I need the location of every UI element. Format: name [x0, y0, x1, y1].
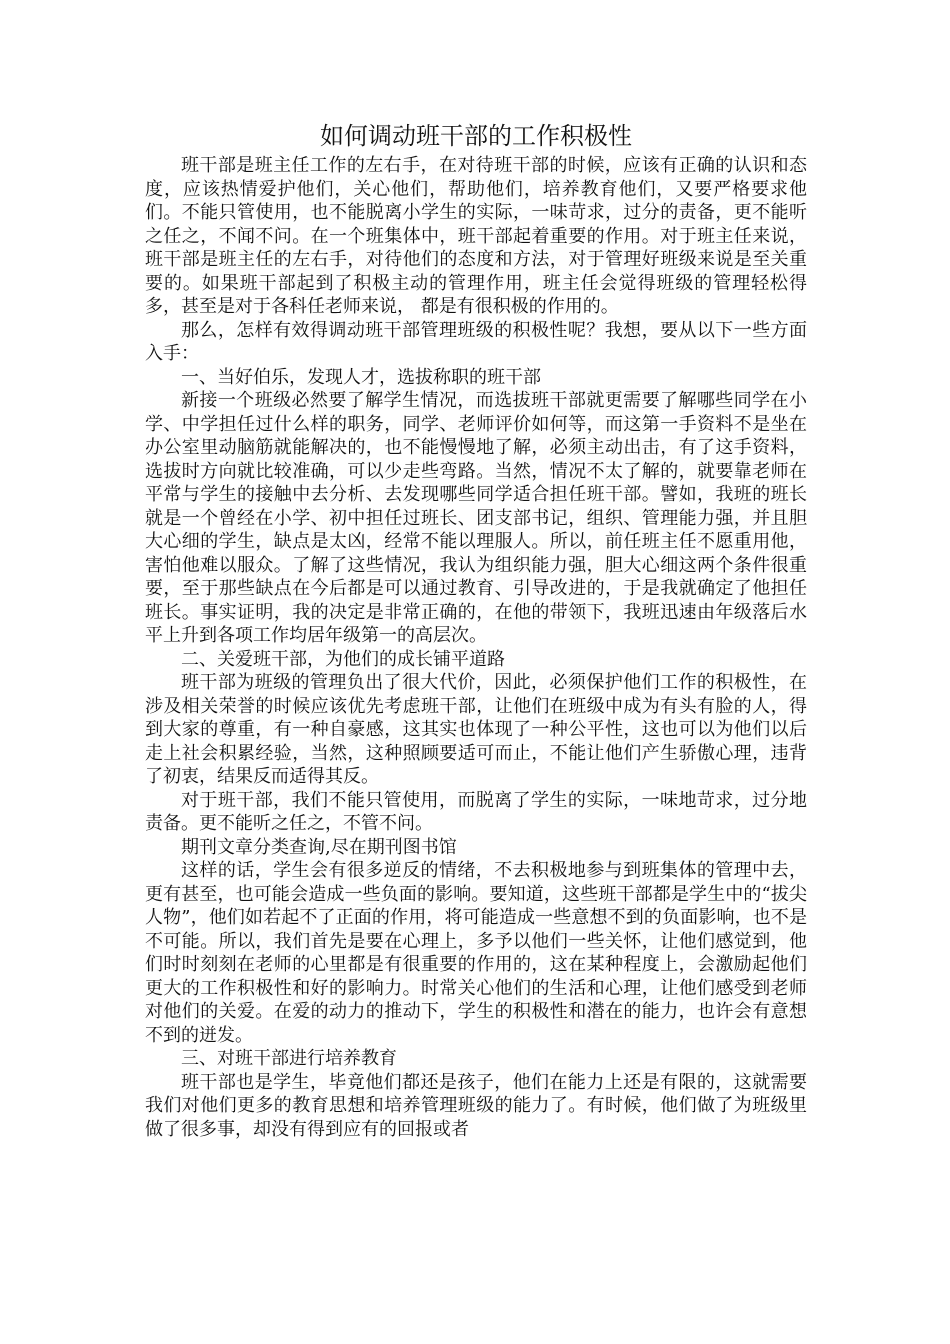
- paragraph-section-2c: 这样的话，学生会有很多逆反的情绪，不去积极地参与到班集体的管理中去，更有甚至，也可能会造成一些负面的影响。要知道，这些班干部都是学生中的“拔尖人物”，他们如若起不了正面的作用，将可能造成一些意想不到的负面影响，也不是不可能。所以，我们首先是要在心理上，多予以他们一些关怀，让他们感觉到，他们时时刻刻在老师的心里都是有很重要的作用的，这在某种程度上，会激励起他们更大的工作积极性和好的影响力。时常关心他们的生活和心理，让他们感受到老师对他们的关爱。在爱的动力的推动下，学生的积极性和潜在的能力，也许会有意想不到的迸发。: [145, 860, 807, 1046]
- paragraph-question: 那么，怎样有效得调动班干部管理班级的积极性呢？我想，要从以下一些方面入手：: [145, 319, 807, 364]
- journal-notice: 期刊文章分类查询,尽在期刊图书馆: [181, 836, 457, 858]
- paragraph-intro: 班干部是班主任工作的左右手，在对待班干部的时候，应该有正确的认识和态度，应该热情爱护他们，关心他们，帮助他们，培养教育他们，又要严格要求他们。不能只管使用，也不能脱离小学生的实际，一味苛求，过分的责备，更不能听之任之，不闻不问。在一个班集体中，班干部起着重要的作用。对于班主任来说，班干部是班主任的左右手，对待他们的态度和方法，对于管理好班级来说是至关重要的。如果班干部起到了积极主动的管理作用，班主任会觉得班级的管理轻松得多，甚至是对于各科任老师来说， 都是有很积极的作用的。: [145, 155, 807, 317]
- document-page: [145, 118, 807, 1141]
- section-heading-2: 二、关爱班干部，为他们的成长铺平道路: [181, 648, 505, 670]
- paragraph-section-2b: 对于班干部，我们不能只管使用，而脱离了学生的实际，一味地苛求，过分地责备。更不能听之任之，不管不问。: [145, 789, 807, 834]
- paragraph-section-2a: 班干部为班级的管理负出了很大代价，因此，必须保护他们工作的积极性，在涉及相关荣誉的时候应该优先考虑班干部，让他们在班级中成为有头有脸的人，得到大家的尊重，有一种自豪感，这其实也体现了一种公平性，这也可以为他们以后走上社会积累经验，当然，这种照顾要适可而止，不能让他们产生骄傲心理，违背了初衷，结果反而适得其反。: [145, 672, 807, 787]
- section-heading-1: 一、当好伯乐，发现人才，选拔称职的班干部: [181, 366, 541, 388]
- paragraph-section-3: 班干部也是学生，毕竟他们都还是孩子，他们在能力上还是有限的，这就需要我们对他们更多的教育思想和培养管理班级的能力了。有时候，他们做了为班级里做了很多事，却没有得到应有的回报或者: [145, 1071, 807, 1140]
- paragraph-section-1: 新接一个班级必然要了解学生情况，而选拔班干部就更需要了解哪些同学在小学、中学担任过什么样的职务，同学、老师评价如何等，而这第一手资料不是坐在办公室里动脑筋就能解决的，也不能慢慢地了解，必须主动出击，有了这手资料，选拔时方向就比较准确，可以少走些弯路。当然，情况不太了解的，就要靠老师在平常与学生的接触中去分析、去发现哪些同学适合担任班干部。譬如，我班的班长就是一个曾经在小学、初中担任过班长、团支部书记，组织、管理能力强，并且胆大心细的学生，缺点是太凶，经常不能以理服人。所以，前任班主任不愿重用他，害怕他难以服众。了解了这些情况，我认为组织能力强，胆大心细这两个条件很重要，至于那些缺点在今后都是可以通过教育、引导改进的，于是我就确定了他担任班长。事实证明，我的决定是非常正确的，在他的带领下，我班迅速由年级落后水平上升到各项工作均居年级第一的高层次。: [145, 390, 807, 646]
- document-body: [145, 154, 807, 1141]
- document-title: 如何调动班干部的工作积极性: [320, 122, 632, 150]
- section-heading-3: 三、对班干部进行培养教育: [181, 1048, 397, 1069]
